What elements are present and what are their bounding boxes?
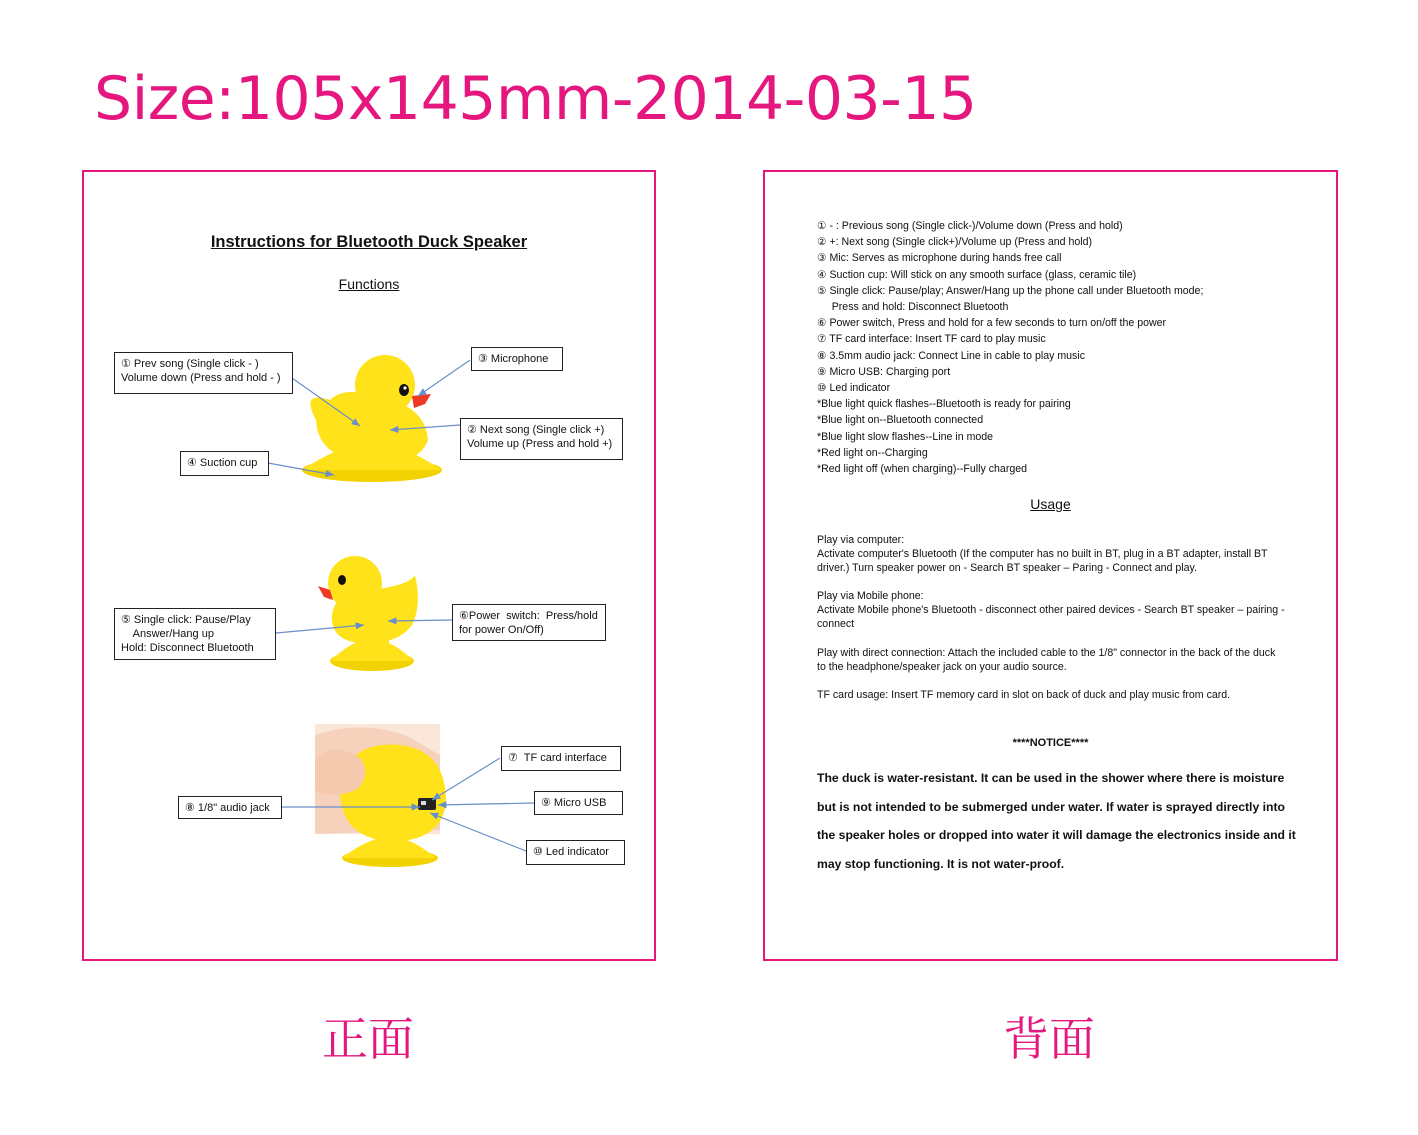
function-list-item: ⑤ Single click: Pause/play; Answer/Hang up the phone call under Bluetooth mode; [817,284,1204,297]
usage-direct-connection: Play with direct connection: Attach the included cable to the 1/8" connector in the back of the duck to the headphone/speaker jack on your audio source. [817,647,1276,673]
function-list [817,218,1203,477]
back-side-label: 背面 [1003,1012,1095,1066]
notice-body: The duck is water-resistant. It can be used in the shower where there is moisture but is not intended to be submerged under water. If water is sprayed directly into the speaker holes or dropped into water it will damage the electronics inside and it may stop functioning. It is not water-proof. [817,771,1296,871]
function-list-item: *Blue light on--Bluetooth connected [817,414,984,427]
function-list-item: ⑥ Power switch, Press and hold for a few seconds to turn on/off the power [817,317,1167,330]
callout-prev-song: ① Prev song (Single click - ) Volume down (Press and hold - ) [114,352,293,394]
function-list-item: ① - : Previous song (Single click-)/Volume down (Press and hold) [817,220,1123,232]
duck-image-side-view [318,556,418,671]
callout-microphone: ③ Microphone [471,347,563,371]
notice-heading: ****NOTICE**** [1012,737,1089,749]
function-list-item: ⑦ TF card interface: Insert TF card to play music [817,333,1046,346]
callout-power-switch: ⑥Power switch: Press/hold for power On/Off) [452,604,606,641]
document-title: Instructions for Bluetooth Duck Speaker [210,233,528,251]
function-list-item: *Red light off (when charging)--Fully charged [817,463,1028,476]
functions-heading: Functions [338,276,400,292]
usage-mobile-phone: Play via Mobile phone: Activate Mobile phone's Bluetooth - disconnect other paired devices - Search BT speaker – pairing - connect [817,590,1285,630]
function-list-item: *Blue light quick flashes--Bluetooth is ready for pairing [817,398,1071,411]
function-list-item: ④ Suction cup: Will stick on any smooth surface (glass, ceramic tile) [817,268,1137,281]
front-side-label: 正面 [322,1012,414,1066]
function-list-item: ⑧ 3.5mm audio jack: Connect Line in cable to play music [817,349,1085,362]
function-list-item: ③ Mic: Serves as microphone during hands free call [817,252,1062,265]
callout-single-click: ⑤ Single click: Pause/Play Answer/Hang up Hold: Disconnect Bluetooth [114,608,276,660]
callout-tf-card: ⑦ TF card interface [501,746,621,771]
duck-image-front-view [302,355,442,482]
usage-computer: Play via computer: Activate computer's Bluetooth (If the computer has no built in BT, plug in a BT adapter, install BT driver.) Turn speaker power on - Search BT speaker – Paring - Connect and play. [817,534,1268,574]
function-list-item: ⑩ Led indicator [817,382,891,395]
function-list-item: ② +: Next song (Single click+)/Volume up (Press and hold) [817,236,1093,249]
function-list-item: *Red light on--Charging [817,446,928,459]
usage-heading: Usage [1030,496,1071,512]
duck-image-back-view [315,724,446,867]
callout-micro-usb: ⑨ Micro USB [534,791,623,815]
size-date-title: Size:105x145mm-2014-03-15 [94,64,977,134]
function-list-item: *Blue light slow flashes--Line in mode [817,430,994,443]
callout-led-indicator: ⑩ Led indicator [526,840,625,865]
usage-tf-card: TF card usage: Insert TF memory card in slot on back of duck and play music from card. [817,689,1231,701]
callout-next-song: ② Next song (Single click +) Volume up (Press and hold +) [460,418,623,460]
callout-audio-jack: ⑧ 1/8" audio jack [178,796,282,819]
function-list-item: ⑨ Micro USB: Charging port [817,365,951,378]
callout-suction-cup: ④ Suction cup [180,451,269,476]
function-list-item: Press and hold: Disconnect Bluetooth [817,301,1009,314]
